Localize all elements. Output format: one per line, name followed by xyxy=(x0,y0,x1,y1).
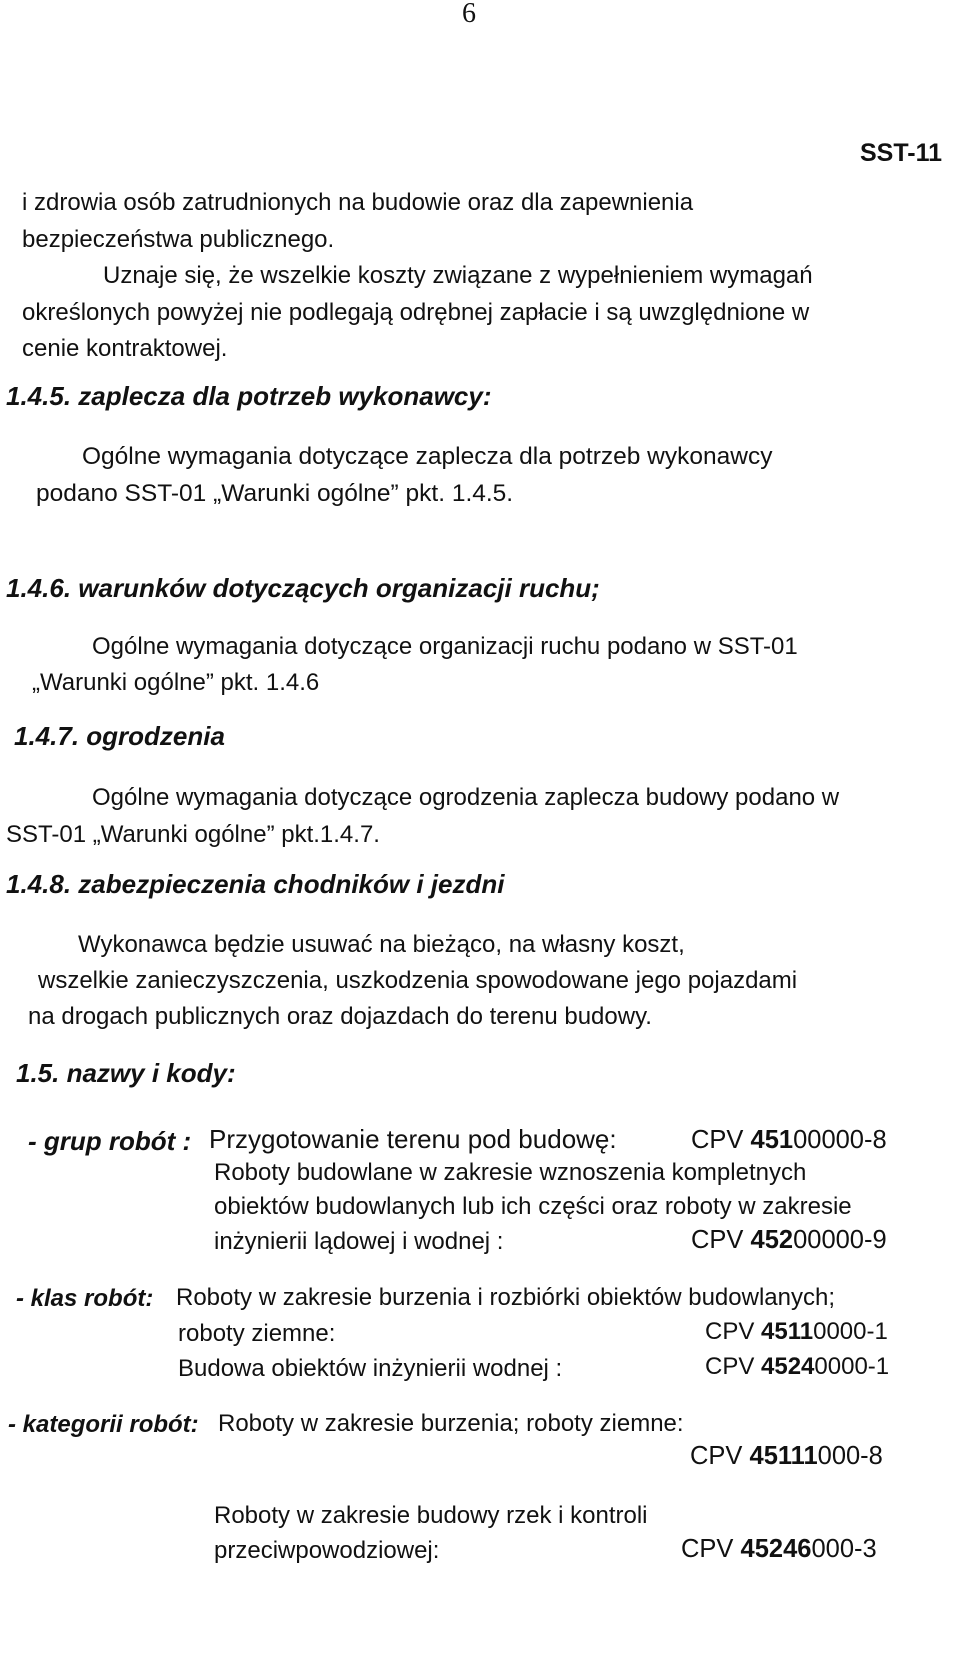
section-heading-1-5: 1.5. nazwy i kody: xyxy=(16,1058,236,1088)
section-1-4-5-line-1: Ogólne wymagania dotyczące zaplecza dla potrzeb wykonawcy xyxy=(82,443,773,470)
intro-line-1: i zdrowia osób zatrudnionych na budowie oraz dla zapewnienia xyxy=(22,189,694,216)
section-1-4-8-line-1: Wykonawca będzie usuwać na bieżąco, na własny koszt, xyxy=(78,931,685,958)
section-1-4-6-line-1: Ogólne wymagania dotyczące organizacji ruchu podano w SST-01 xyxy=(92,633,798,660)
klas-item-2-text: Budowa obiektów inżynierii wodnej : xyxy=(178,1355,563,1382)
kategorii-item-2-line-1: Roboty w zakresie budowy rzek i kontroli xyxy=(214,1502,648,1529)
intro-line-2: bezpieczeństwa publicznego. xyxy=(22,226,335,253)
grup-item-2-line-3: inżynierii lądowej i wodnej : xyxy=(214,1228,504,1255)
section-heading-1-4-5: 1.4.5. zaplecza dla potrzeb wykonawcy: xyxy=(6,381,492,411)
intro-line-3: Uznaje się, że wszelkie koszty związane z wypełnieniem wymagań xyxy=(103,262,813,289)
kategorii-label: - kategorii robót: xyxy=(8,1411,199,1438)
section-heading-1-4-8: 1.4.8. zabezpieczenia chodników i jezdni xyxy=(6,869,505,899)
section-1-4-7-line-1: Ogólne wymagania dotyczące ogrodzenia zaplecza budowy podano w xyxy=(92,784,840,811)
section-heading-1-4-6: 1.4.6. warunków dotyczących organizacji ruchu; xyxy=(6,573,600,603)
page-number: 6 xyxy=(462,0,476,29)
kategorii-line-1: Roboty w zakresie burzenia; roboty ziemne: xyxy=(218,1410,684,1437)
grup-item-2-line-2: obiektów budowlanych lub ich części oraz roboty w zakresie xyxy=(214,1193,852,1220)
grup-item-2-line-1: Roboty budowlane w zakresie wznoszenia kompletnych xyxy=(214,1159,807,1186)
klas-label: - klas robót: xyxy=(16,1285,154,1312)
klas-line-1: Roboty w zakresie burzenia i rozbiórki obiektów budowlanych; xyxy=(176,1284,835,1311)
section-1-4-6-line-2: „Warunki ogólne” pkt. 1.4.6 xyxy=(32,669,320,696)
section-1-4-8-line-2: wszelkie zanieczyszczenia, uszkodzenia spowodowane jego pojazdami xyxy=(38,967,798,994)
klas-item-1-cpv: CPV 45110000-1 xyxy=(705,1318,888,1345)
klas-item-1-text: roboty ziemne: xyxy=(178,1320,336,1347)
kategorii-item-2-line-2: przeciwpowodziowej: xyxy=(214,1537,440,1564)
intro-line-4: określonych powyżej nie podlegają odrębnej zapłacie i są uwzględnione w xyxy=(22,299,810,326)
document-code: SST-11 xyxy=(860,139,942,167)
section-1-4-5-line-2: podano SST-01 „Warunki ogólne” pkt. 1.4.5. xyxy=(36,480,514,507)
grup-item-2-cpv: CPV 45200000-9 xyxy=(691,1226,887,1254)
kategorii-item-2-cpv: CPV 45246000-3 xyxy=(681,1535,877,1563)
section-heading-1-4-7: 1.4.7. ogrodzenia xyxy=(14,721,225,751)
section-1-4-8-line-3: na drogach publicznych oraz dojazdach do terenu budowy. xyxy=(28,1003,652,1030)
klas-item-2-cpv: CPV 45240000-1 xyxy=(705,1353,890,1380)
grup-label: - grup robót : xyxy=(28,1126,192,1156)
grup-item-1-cpv: CPV 45100000-8 xyxy=(691,1126,887,1154)
section-1-4-7-line-2: SST-01 „Warunki ogólne” pkt.1.4.7. xyxy=(6,821,380,848)
kategorii-item-1-cpv: CPV 45111000-8 xyxy=(690,1442,883,1470)
grup-item-1-text: Przygotowanie terenu pod budowę: xyxy=(209,1124,617,1154)
intro-line-5: cenie kontraktowej. xyxy=(22,335,228,362)
